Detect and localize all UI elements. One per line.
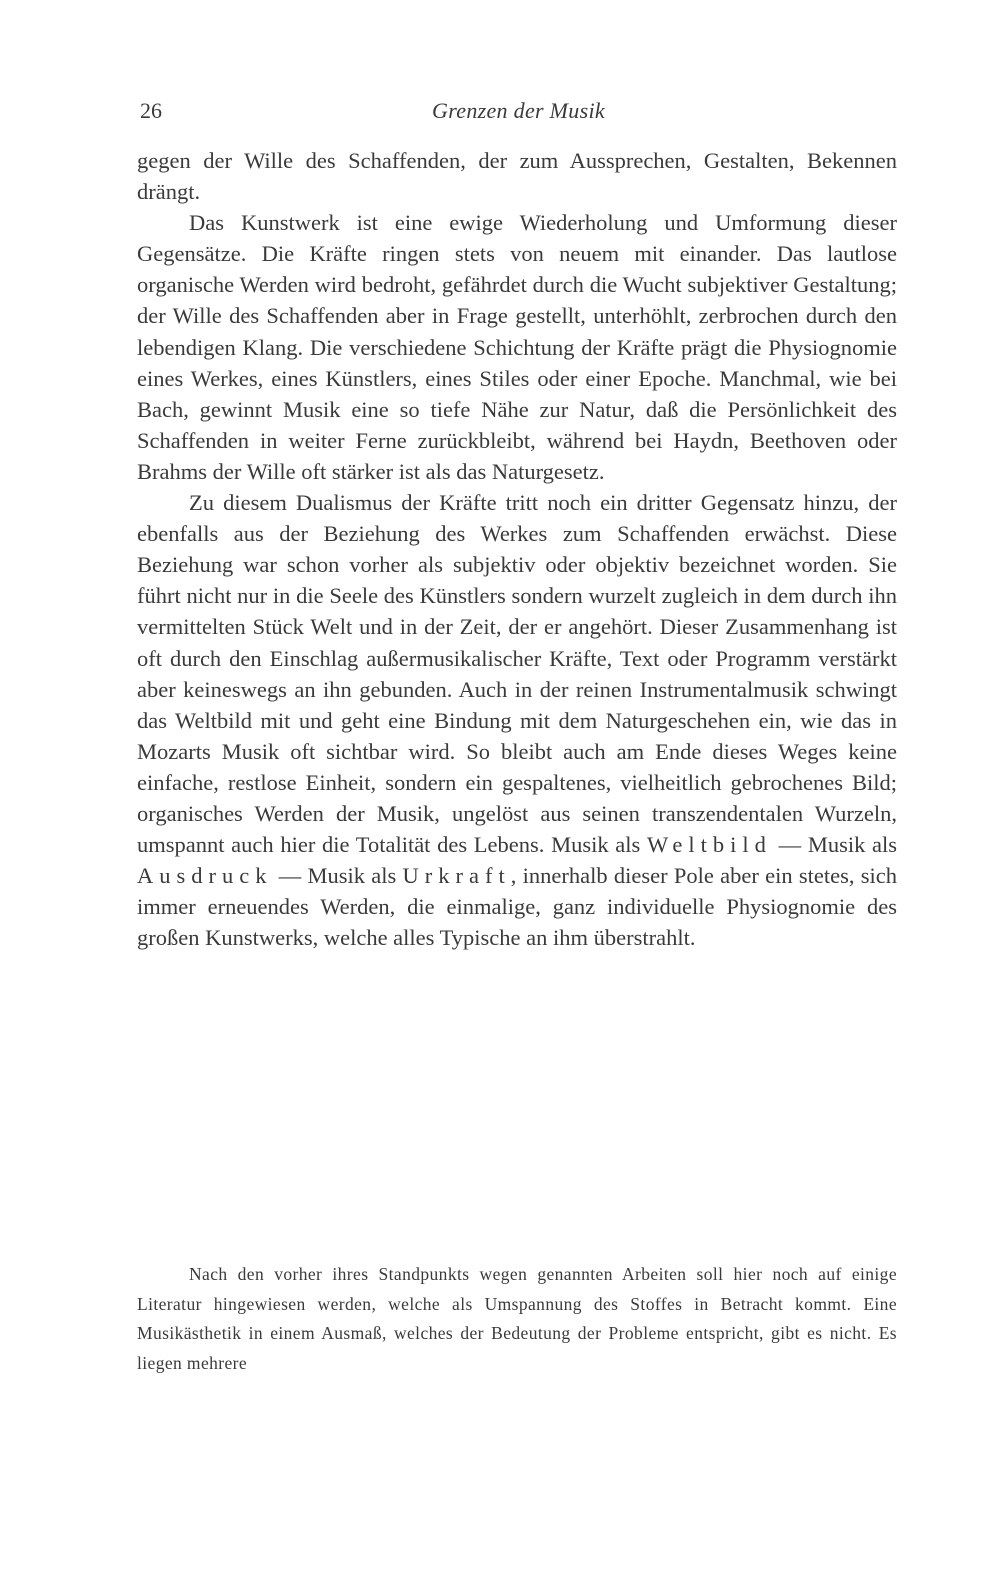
paragraph-3-part-b: , innerhalb dieser Pole aber ein stetes, sich immer erneuendes Werden, die einmalige, ganz individuelle Physiognomie des großen Kunstwerks, welche alles Typische an ihm überstrahlt. bbox=[137, 863, 897, 951]
running-head: Grenzen der Musik bbox=[432, 98, 605, 123]
term-urkraft: Urkraft bbox=[402, 863, 511, 889]
footnote-text: Nach den vorher ihres Standpunkts wegen genannten Arbeiten soll hier noch auf einige Literatur hingewiesen werden, welche als Umspannung des Stoffes in Betracht kommt. Eine Musikästhetik in einem Ausmaß, welches der Bedeutung der Probleme entspricht, gibt es nicht. Es liegen mehrere bbox=[137, 1264, 897, 1373]
footnote bbox=[137, 1260, 897, 1378]
paragraph-2: Das Kunstwerk ist eine ewige Wiederholung und Umformung dieser Gegensätze. Die Kräfte ringen stets von neuem mit einander. Das lautlose organische Werden wird bedroht, gefährdet durch die Wucht subjektiver Gestaltung; der Wille des Schaffenden aber in Frage gestellt, unterhöhlt, zerbrochen durch den lebendigen Klang. Die verschiedene Schichtung der Kräfte prägt die Physiognomie eines Werkes, eines Künstlers, eines Stiles oder einer Epoche. Manchmal, wie bei Bach, gewinnt Musik eine so tiefe Nähe zur Natur, daß die Persönlichkeit des Schaffenden in weiter Ferne zurückbleibt, während bei Haydn, Beethoven oder Brahms der Wille oft stärker ist als das Naturgesetz. bbox=[137, 210, 897, 484]
paragraph-1: gegen der Wille des Schaffenden, der zum Aussprechen, Gestalten, Bekennen drängt. bbox=[137, 148, 897, 205]
term-ausdruck: Ausdruck bbox=[137, 863, 273, 889]
term-weltbild: Weltbild bbox=[647, 832, 772, 858]
separator-2: — Musik als bbox=[272, 863, 403, 889]
page-header bbox=[140, 98, 897, 132]
page-number: 26 bbox=[140, 98, 162, 123]
separator-1: — Musik als bbox=[771, 832, 898, 858]
paragraph-3 bbox=[137, 487, 897, 953]
paragraph-3-part-a: Zu diesem Dualismus der Kräfte tritt noch ein dritter Gegensatz hinzu, der ebenfalls aus der Beziehung des Werkes zum Schaffenden erwächst. Diese Beziehung war schon vorher als subjektiv oder objektiv bezeichnet worden. Sie führt nicht nur in die Seele des Künstlers sondern wurzelt zugleich in dem durch ihn vermittelten Stück Welt und in der Zeit, der er angehört. Dieser Zusammenhang ist oft durch den Einschlag außermusikalischer Kräfte, Text oder Programm verstärkt aber keineswegs an ihn gebunden. Auch in der reinen Instrumentalmusik schwingt das Weltbild mit und geht eine Bindung mit dem Naturgeschehen ein, wie das in Mozarts Musik oft sichtbar wird. So bleibt auch am Ende dieses Weges keine einfache, restlose Einheit, sondern ein gespaltenes, vielheitlich gebrochenes Bild; organisches Werden der Musik, ungelöst aus seinen transzendentalen Wurzeln, umspannt auch hier die Totalität des Lebens. Musik als bbox=[137, 490, 897, 858]
main-text bbox=[137, 145, 897, 953]
